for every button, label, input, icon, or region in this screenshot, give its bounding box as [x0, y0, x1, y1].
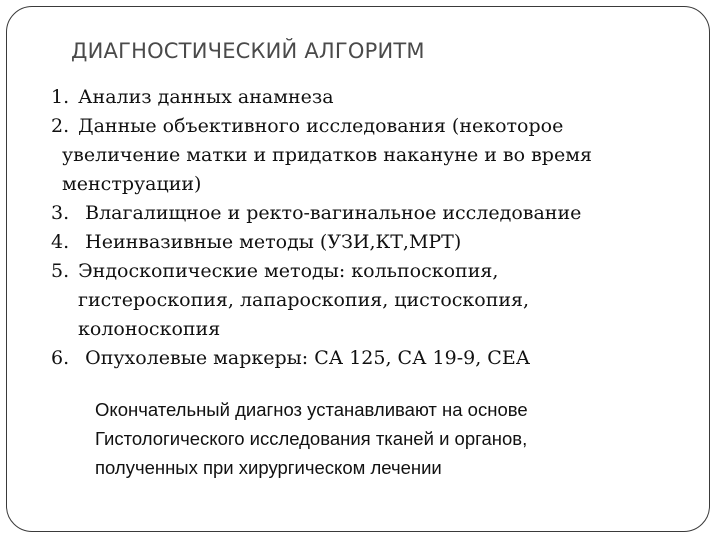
- item-number: 4.: [51, 231, 70, 253]
- item-number: 6.: [51, 347, 70, 369]
- list-item-1: [51, 83, 691, 112]
- list-item-3: [51, 199, 691, 228]
- item-number: 5.: [51, 260, 70, 282]
- item-number: 1.: [51, 86, 70, 108]
- list-item-2-continuation: менструации): [62, 173, 202, 195]
- note-line: Гистологического исследования тканей и органов,: [95, 428, 528, 449]
- note-line: полученных при хирургическом лечении: [95, 457, 442, 478]
- list-item-5-continuation: гистероскопия, лапароскопия, цистоскопия,: [78, 289, 530, 311]
- item-text: Анализ данных анамнеза: [78, 86, 334, 108]
- slide-frame: [6, 6, 710, 532]
- list-item-6: [51, 344, 691, 373]
- item-text: Опухолевые маркеры: СА 125, СА 19-9, СЕА: [85, 347, 531, 369]
- list-item-4: [51, 228, 691, 257]
- diagnostic-steps-list: [51, 83, 691, 373]
- item-text: Данные объективного исследования (некоторое: [78, 115, 564, 137]
- final-diagnosis-note: [95, 395, 655, 482]
- item-text: Эндоскопические методы: кольпоскопия,: [78, 260, 499, 282]
- note-line: Окончательный диагноз устанавливают на основе: [95, 399, 528, 420]
- list-item-2: [51, 112, 691, 141]
- item-number: 3.: [51, 202, 70, 224]
- list-item-5: [51, 257, 691, 286]
- item-number: 2.: [51, 115, 70, 137]
- list-item-2-continuation: увеличение матки и придатков накануне и во время: [62, 144, 592, 166]
- list-item-5-continuation: колоноскопия: [78, 318, 221, 340]
- slide-title: ДИАГНОСТИЧЕСКИЙ АЛГОРИТМ: [71, 39, 425, 63]
- item-text: Влагалищное и ректо-вагинальное исследование: [85, 202, 582, 224]
- item-text: Неинвазивные методы (УЗИ,КТ,МРТ): [85, 231, 462, 253]
